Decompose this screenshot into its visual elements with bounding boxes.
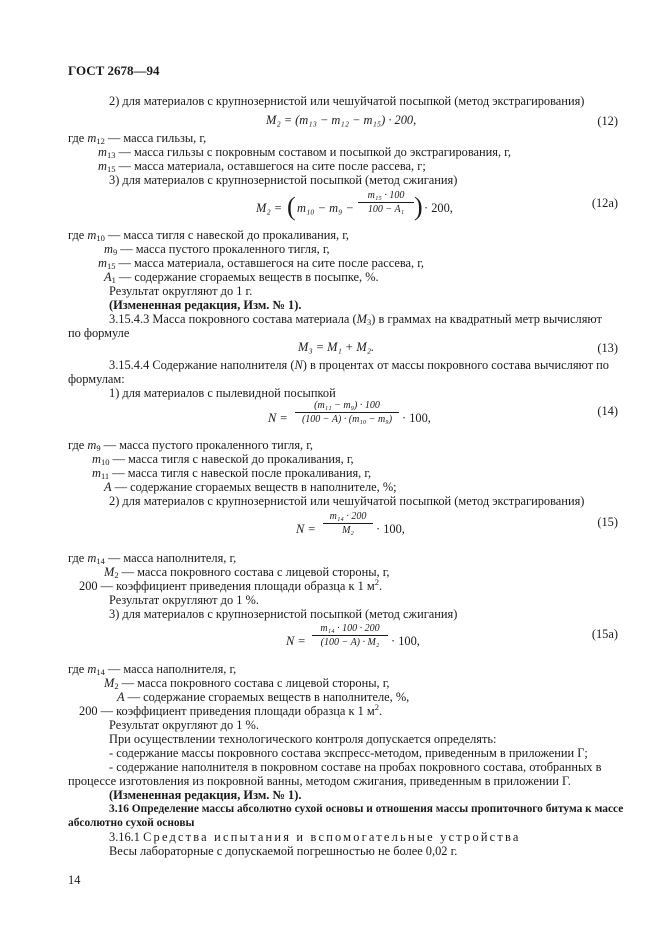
rounding-note-2: Результат округляют до 1 %.: [109, 593, 259, 607]
where-m10: где $m_{10}$ — масса тигля с навеской до прокаливания, г,: [68, 228, 350, 243]
where-m13: $m_{13}$ — масса гильзы с покровным составом и посыпкой до экстрагирования, г,: [98, 145, 511, 160]
where-m15b: $m_{15}$ — масса материала, оставшегося на сите после рассева, г,: [98, 256, 425, 271]
amendment-note-2: (Измененная редакция, Изм. № 1).: [109, 788, 302, 802]
method-3-heading-b: 3) для материалов с крупнозернистой посыпкой (метод сжигания): [109, 607, 458, 621]
scales-requirement: Весы лабораторные с допускаемой погрешностью не более 0,02 г.: [109, 844, 458, 858]
tech-control-item-2-cont: процессе изготовления из покровной ванны, методом сжигания, приведенным в приложении Г.: [68, 774, 571, 788]
rounding-note-3: Результат округляют до 1 %.: [109, 718, 259, 732]
method-2-heading: 2) для материалов с крупнозернистой или чешуйчатой посыпкой (метод экстрагирования): [109, 94, 585, 108]
where-m14-b: где $m_{14}$ — масса наполнителя, г,: [68, 662, 237, 677]
where-m9-b: где $m_9$ — масса пустого прокаленного тигля, г,: [68, 438, 314, 453]
clause-3-15-4-3-cont: по формуле: [68, 326, 130, 340]
where-A-b: A — содержание сгораемых веществ в наполнителе, %,: [117, 690, 410, 704]
equation-number-12: (12): [597, 114, 618, 128]
where-200-b: 200 — коэффициент приведения площади образца к 1 $м^2$.: [79, 702, 383, 718]
where-A: A — содержание сгораемых веществ в наполнителе, %;: [104, 480, 397, 494]
where-m14: где $m_{14}$ — масса наполнителя, г,: [68, 551, 237, 566]
equation-number-15a: (15а): [591, 627, 618, 641]
where-m15: $m_{15}$ — масса материала, оставшегося на сите после рассева, г;: [98, 159, 426, 174]
clause-3-15-4-4: 3.15.4.4 Содержание наполнителя (N) в процентах от массы покровного состава вычисляют по: [109, 358, 609, 372]
equation-number-14: (14): [597, 404, 618, 418]
clause-3-15-4-4-cont: формулам:: [68, 372, 125, 386]
method-3-heading: 3) для материалов с крупнозернистой посыпкой (метод сжигания): [109, 173, 458, 187]
equation-number-12a: (12а): [591, 196, 618, 210]
equation-13: M₃ = M₁ + M₂.: [298, 340, 375, 354]
tech-control-intro: При осуществлении технологического контроля допускается определять:: [109, 732, 497, 746]
where-m11: $m_{11}$ — масса тигля с навеской после прокаливания, г,: [92, 466, 372, 481]
amendment-note-1: (Измененная редакция, Изм. № 1).: [109, 298, 302, 312]
document-code: ГОСТ 2678—94: [68, 63, 160, 78]
clause-3-15-4-3: 3.15.4.3 Масса покровного состава материала $(M_3)$ в граммах на квадратный метр вычисляют: [109, 312, 602, 327]
where-m9: $m_9$ — масса пустого прокаленного тигля, г,: [104, 242, 330, 257]
method-2-heading-b: 2) для материалов с крупнозернистой или чешуйчатой посыпкой (метод экстрагирования): [109, 494, 585, 508]
rounding-note-1: Результат округляют до 1 г.: [109, 284, 253, 298]
method-1-heading: 1) для материалов с пылевидной посыпкой: [109, 386, 336, 400]
equation-12: M₂ = (m₁₃ − m₁₂ − m₁₅) · 200,: [266, 113, 417, 127]
document-page: ГОСТ 2678—94 2) для материалов с крупнозернистой или чешуйчатой посыпкой (метод экстрагирования) M₂ = (m₁₃ − m₁₂ − m₁₅) · 200, (12) где $m_{12}$ — масса гильзы, г, $m_{13}$ — масса гильзы с покровным составом и посыпкой до экстрагирования, г, $m_{15}$ — масса материала, оставшегося на сите после рассева, г; 3) для материалов с крупнозернистой посыпкой (метод сжигания) M₂ = ( m₁₀ − m₉ − $\frac{\text{m₁₅ · 100}}{\text{100 − A₁}}$ ) · 200, (12а) где $m_{10}$ — масса тигля с навеской до прокаливания, г, $m_9$ — масса пустого прокаленного тигля, г, $m_{15}$ — масса материала, оставшегося на сите после рассева, г, $A_1$ — содержание сгораемых веществ в посыпке, %. Результат округляют до 1 г. (Измененная редакция, Изм. № 1). 3.15.4.3 Масса покровного состава материала $(M_3)$ в граммах на квадратный метр вычисляют по формуле M₃ = M₁ + M₂. (13) 3.15.4.4 Содержание наполнителя (N) в процентах от массы покровного состава вычисляют по формулам: 1) для материалов с пылевидной посыпкой N = $\frac{\text{(m₁₁ − m₉) · 100}}{\text{(100 − A) · (m₁₀ − m₉)}}$ · 100, (14) где $m_9$ — масса пустого прокаленного тигля, г, $m_{10}$ — масса тигля с навеской до прокаливания, г, $m_{11}$ — масса тигля с навеской после прокаливания, г, A — содержание сгораемых веществ в наполнителе, %; 2) для материалов с крупнозернистой или чешуйчатой посыпкой (метод экстрагирования) N = $\frac{\text{m₁₄ · 200}}{\text{M₂}}$ · 100, (15) где $m_{14}$ — масса наполнителя, г, $M_2$ — масса покровного состава с лицевой стороны, г, 200 — коэффициент приведения площади образца к 1 $м^2$. Результат округляют до 1 %. 3) для материалов с крупнозернистой посыпкой (метод сжигания) N = $\frac{\text{m₁₄ · 100 · 200}}{\text{(100 − A) · M₂}}$ · 100, (15а) где $m_{14}$ — масса наполнителя, г, $M_2$ — масса покровного состава с лицевой стороны, г, A — содержание сгораемых веществ в наполнителе, %, 200 — коэффициент приведения площади образца к 1 $м^2$. Результат округляют до 1 %. При осуществлении технологического контроля допускается определять: - содержание массы покровного состава экспресс-методом, приведенным в приложении Г; - содержание наполнителя в покровном составе на пробах покровного состава, отобранных в процессе изготовления из покровной ванны, методом сжигания, приведенным в приложении Г. (Измененная редакция, Изм. № 1). 3.16 Определение массы абсолютно сухой основы и отношения массы пропиточного битума к массе абсолютно сухой основы 3.16.1 Средства испытания и вспомогательные устройства Весы лабораторные с допускаемой погрешностью не более 0,02 г. 14: [68, 63, 624, 887]
equation-number-15: (15): [597, 515, 618, 529]
where-M2-b: $M_2$ — масса покровного состава с лицевой стороны, г,: [104, 676, 390, 691]
where-A1: $A_1$ — содержание сгораемых веществ в посыпке, %.: [104, 270, 379, 285]
where-m12: где $m_{12}$ — масса гильзы, г,: [68, 131, 207, 146]
where-200: 200 — коэффициент приведения площади образца к 1 $м^2$.: [79, 577, 383, 593]
subsection-3-16-1: 3.16.1 Средства испытания и вспомогательные устройства: [109, 830, 521, 844]
equation-number-13: (13): [597, 341, 618, 355]
where-M2: $M_2$ — масса покровного состава с лицевой стороны, г,: [104, 565, 390, 580]
tech-control-item-1: - содержание массы покровного состава экспресс-методом, приведенным в приложении Г;: [109, 746, 588, 760]
page-number: 14: [68, 873, 81, 887]
where-m10-b: $m_{10}$ — масса тигля с навеской до прокаливания, г,: [92, 452, 354, 467]
tech-control-item-2: - содержание наполнителя в покровном составе на пробах покровного состава, отобранных в: [109, 760, 602, 774]
section-3-16-title-cont: абсолютно сухой основы: [68, 817, 195, 829]
section-3-16-title: 3.16 Определение массы абсолютно сухой основы и отношения массы пропиточного битума к массе: [109, 803, 624, 815]
